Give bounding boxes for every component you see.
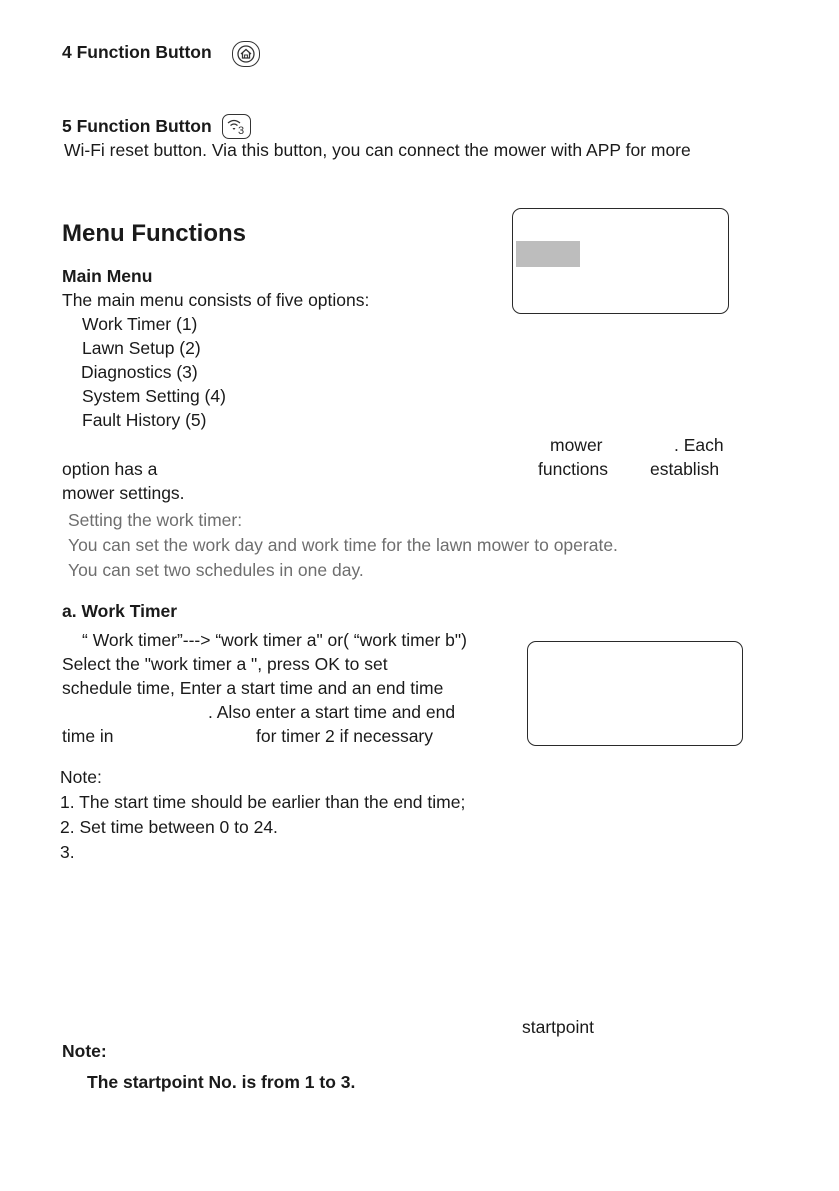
wifi-reset-icon-digit: 3 [237, 124, 244, 137]
home-icon [232, 41, 260, 67]
menu-option-work-timer: Work Timer (1) [82, 314, 198, 334]
note-item-3: 3. [60, 842, 75, 862]
work-timer-screen-box [527, 641, 743, 746]
text-fragment-functions: functions [538, 459, 609, 479]
gray-setting-work-timer: Setting the work timer: [68, 510, 243, 530]
note-label: Note: [60, 767, 102, 787]
work-timer-line-5b: for timer 2 if necessary [256, 726, 433, 746]
work-timer-heading: a. Work Timer [62, 601, 178, 621]
menu-functions-heading: Menu Functions [62, 220, 246, 247]
gray-work-day-description: You can set the work day and work time for the lawn mower to operate. [68, 535, 618, 555]
work-timer-line-3: schedule time, Enter a start time and an end time [62, 678, 444, 698]
menu-option-diagnostics: Diagnostics (3) [81, 362, 198, 382]
text-fragment-establish: establish [650, 459, 720, 479]
main-menu-heading: Main Menu [62, 266, 153, 286]
text-fragment-each: . Each [674, 435, 724, 455]
note-item-1: 1. The start time should be earlier than the end time; [60, 792, 466, 812]
wifi-reset-description: Wi-Fi reset button. Via this button, you can connect the mower with APP for more [64, 140, 691, 160]
gray-two-schedules: You can set two schedules in one day. [68, 560, 364, 580]
function-button-4-heading: 4 Function Button [62, 42, 212, 62]
work-timer-line-2: Select the "work timer a ", press OK to set [62, 654, 388, 674]
startpoint-note-text: The startpoint No. is from 1 to 3. [87, 1072, 356, 1092]
menu-highlight-bar [516, 241, 580, 267]
menu-option-fault-history: Fault History (5) [82, 410, 207, 430]
menu-option-lawn-setup: Lawn Setup (2) [82, 338, 201, 358]
text-fragment-mower: mower [550, 435, 603, 455]
main-menu-intro: The main menu consists of five options: [62, 290, 370, 310]
note-item-2: 2. Set time between 0 to 24. [60, 817, 278, 837]
work-timer-line-5a: time in [62, 726, 114, 746]
text-fragment-startpoint: startpoint [522, 1017, 594, 1037]
wifi-reset-icon [222, 114, 251, 139]
text-fragment-option-has: option has a [62, 459, 158, 479]
work-timer-line-4: . Also enter a start time and end [208, 702, 456, 722]
work-timer-path: “ Work timer”---> “work timer a" or( “work timer b") [82, 630, 467, 650]
startpoint-note-label: Note: [62, 1041, 107, 1061]
menu-option-system-setting: System Setting (4) [82, 386, 226, 406]
function-button-5-heading: 5 Function Button [62, 116, 212, 136]
text-fragment-mower-settings: mower settings. [62, 483, 185, 503]
